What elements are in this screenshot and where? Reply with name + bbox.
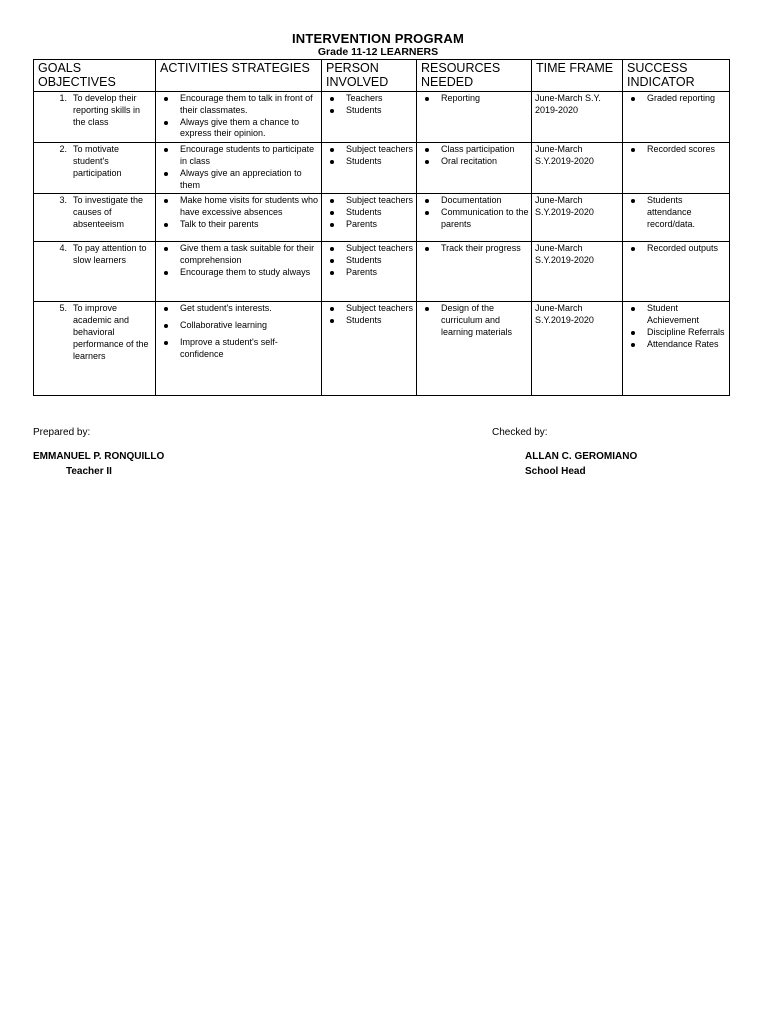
table-row <box>34 143 730 194</box>
time-frame-cell: June-March S.Y. 2019-2020 <box>532 92 623 143</box>
indicator-item: Recorded outputs <box>625 243 727 255</box>
table-row <box>34 242 730 302</box>
header-persons: PERSON INVOLVED <box>322 60 417 92</box>
person-item: Students <box>324 207 414 219</box>
activity-item: Make home visits for students who have excessive absences <box>158 195 319 219</box>
person-item: Parents <box>324 219 414 231</box>
person-item: Students <box>324 156 414 168</box>
goal-cell <box>34 143 156 194</box>
activity-item: Get student's interests. <box>158 303 319 315</box>
goal-text: To investigate the causes of absenteeism <box>73 195 144 229</box>
activities-cell <box>156 143 322 194</box>
goal-cell <box>34 302 156 396</box>
indicator-item: Recorded scores <box>625 144 727 156</box>
activity-item: Always give an appreciation to them <box>158 168 319 192</box>
header-goals: GOALS OBJECTIVES <box>34 60 156 92</box>
activity-item: Encourage them to study always <box>158 267 319 279</box>
person-item: Students <box>324 315 414 327</box>
goal-number: 1. <box>59 93 67 103</box>
checked-by-label: Checked by: <box>492 427 548 438</box>
indicators-cell <box>623 242 730 302</box>
activities-cell <box>156 92 322 143</box>
goal-cell <box>34 92 156 143</box>
resource-item: Documentation <box>419 195 529 207</box>
header-time-frame: TIME FRAME <box>532 60 623 92</box>
header-row <box>34 60 730 92</box>
indicators-cell <box>623 92 730 143</box>
activities-cell <box>156 194 322 242</box>
indicators-cell <box>623 143 730 194</box>
goal-number: 2. <box>59 144 67 155</box>
checked-by-position: School Head <box>525 466 586 477</box>
persons-cell <box>322 194 417 242</box>
person-item: Subject teachers <box>324 195 414 207</box>
resource-item: Reporting <box>419 93 529 105</box>
person-item: Teachers <box>324 93 414 105</box>
indicator-item: Student Achievement <box>625 303 727 327</box>
resource-item: Design of the curriculum and learning materials <box>419 303 529 338</box>
person-item: Subject teachers <box>324 243 414 255</box>
prepared-by-name: EMMANUEL P. RONQUILLO <box>33 451 165 462</box>
persons-cell <box>322 143 417 194</box>
goal-text: To pay attention to slow learners <box>73 243 147 266</box>
activities-cell <box>156 302 322 396</box>
time-frame-cell: June-March S.Y.2019-2020 <box>532 242 623 302</box>
header-resources: RESOURCES NEEDED <box>417 60 532 92</box>
indicator-item: Students attendance record/data. <box>625 195 727 230</box>
resources-cell <box>417 194 532 242</box>
person-item: Subject teachers <box>324 303 414 315</box>
prepared-by-position: Teacher II <box>66 466 112 477</box>
activities-cell <box>156 242 322 302</box>
activity-item: Always give them a chance to express their opinion. <box>158 117 319 141</box>
document-title: INTERVENTION PROGRAM <box>291 31 465 46</box>
activity-item: Talk to their parents <box>158 219 319 231</box>
header-success-indicator: SUCCESS INDICATOR <box>623 60 730 92</box>
persons-cell <box>322 302 417 396</box>
resources-cell <box>417 92 532 143</box>
indicator-item: Discipline Referrals <box>625 327 727 339</box>
indicator-item: Attendance Rates <box>625 339 727 351</box>
goal-cell <box>34 242 156 302</box>
indicator-item: Graded reporting <box>625 93 727 105</box>
goal-text: To motivate student's participation <box>73 144 122 178</box>
persons-cell <box>322 92 417 143</box>
activity-item: Encourage students to participate in class <box>158 144 319 168</box>
resource-item: Communication to the parents <box>419 207 529 231</box>
document-subtitle: Grade 11-12 LEARNERS <box>317 46 439 58</box>
goal-text: To improve academic and behavioral performance of the learners <box>73 303 149 361</box>
goal-number: 5. <box>59 303 67 314</box>
time-frame-cell: June-March S.Y.2019-2020 <box>532 302 623 396</box>
activity-item: Collaborative learning <box>158 320 319 332</box>
header-activities: ACTIVITIES STRATEGIES <box>156 60 322 92</box>
goal-number: 3. <box>59 195 67 206</box>
indicators-cell <box>623 194 730 242</box>
resource-item: Oral recitation <box>419 156 529 168</box>
resources-cell <box>417 242 532 302</box>
resources-cell <box>417 143 532 194</box>
time-frame-cell: June-March S.Y.2019-2020 <box>532 194 623 242</box>
person-item: Subject teachers <box>324 144 414 156</box>
time-frame-cell: June-March S.Y.2019-2020 <box>532 143 623 194</box>
indicators-cell <box>623 302 730 396</box>
resource-item: Class participation <box>419 144 529 156</box>
goal-number: 4. <box>59 243 67 254</box>
activity-item: Improve a student's self-confidence <box>158 337 319 361</box>
person-item: Students <box>324 105 414 117</box>
resources-cell <box>417 302 532 396</box>
goal-text: To develop their reporting skills in the class <box>73 93 141 127</box>
checked-by-name: ALLAN C. GEROMIANO <box>525 451 638 462</box>
table-row <box>34 194 730 242</box>
activity-item: Give them a task suitable for their comprehension <box>158 243 319 267</box>
intervention-table <box>33 59 730 396</box>
table-row <box>34 92 730 143</box>
person-item: Parents <box>324 267 414 279</box>
persons-cell <box>322 242 417 302</box>
prepared-by-label: Prepared by: <box>33 427 91 438</box>
table-row <box>34 302 730 396</box>
resource-item: Track their progress <box>419 243 529 255</box>
goal-cell <box>34 194 156 242</box>
person-item: Students <box>324 255 414 267</box>
activity-item: Encourage them to talk in front of their classmates. <box>158 93 319 117</box>
